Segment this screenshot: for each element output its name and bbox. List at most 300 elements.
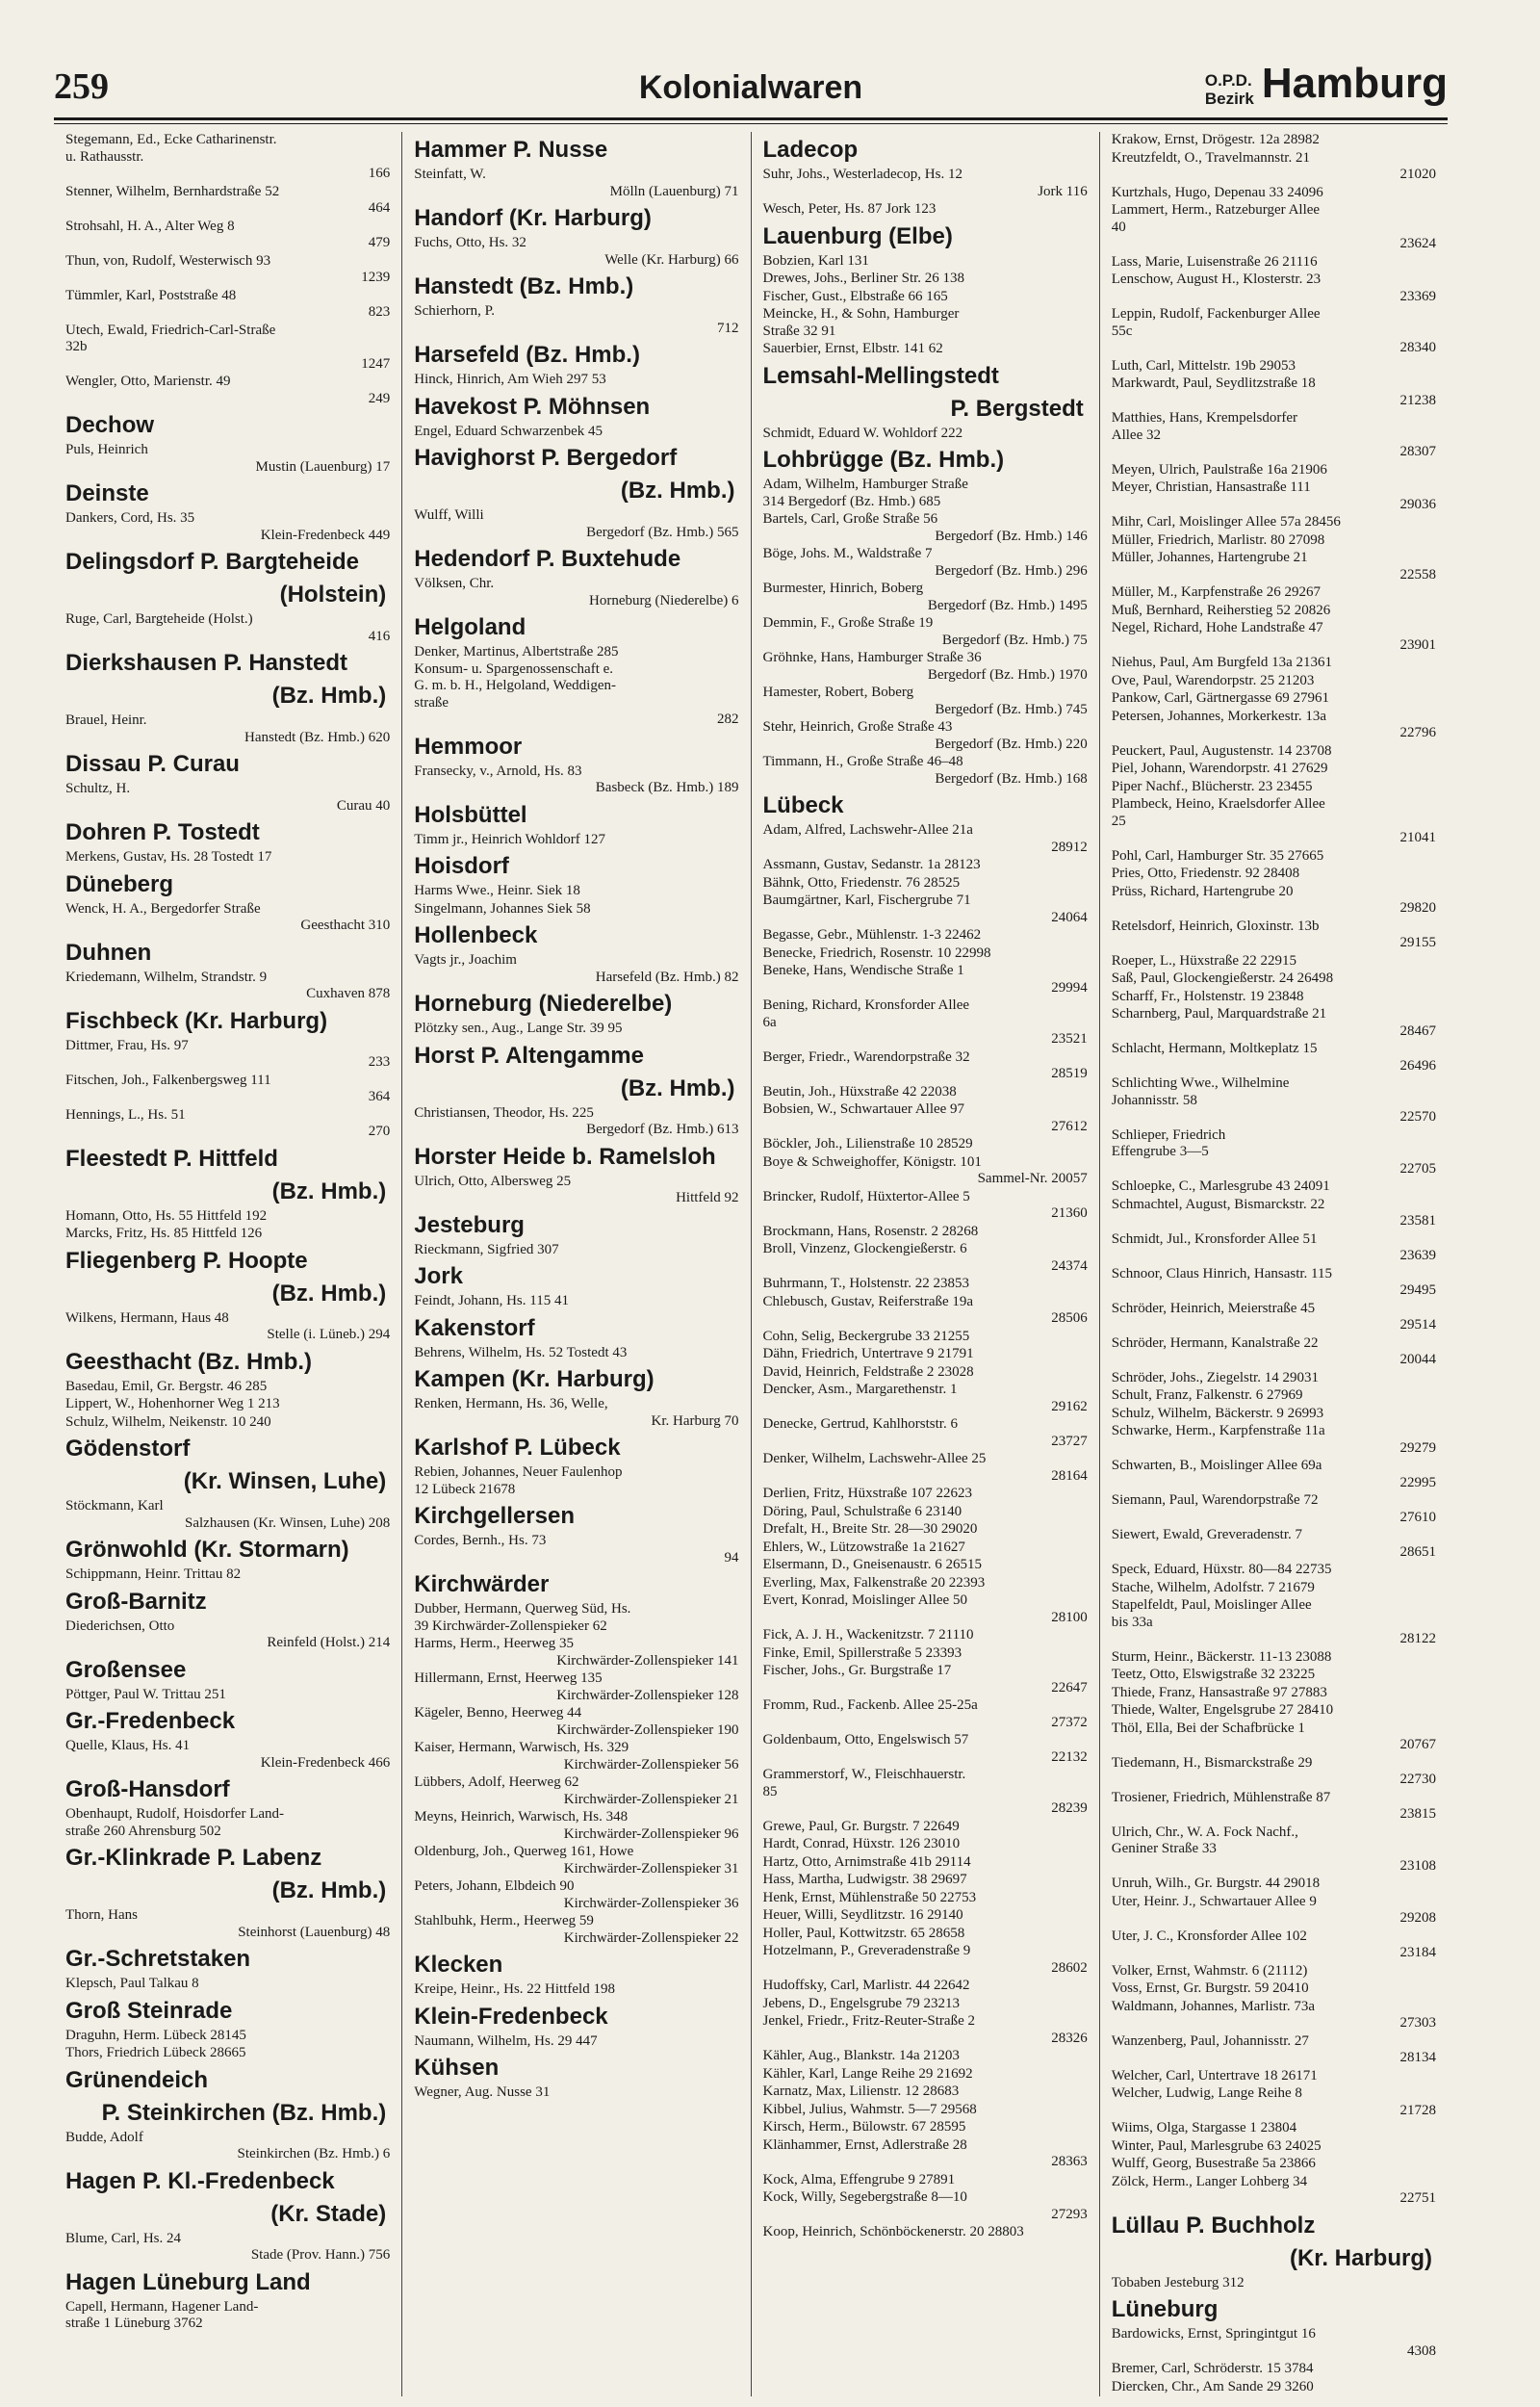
listing-line: Piper Nachf., Blücherstr. 23 23455	[1111, 778, 1313, 794]
listing-number: Horneburg (Niederelbe) 6	[589, 592, 739, 608]
listing-line: Obenhaupt, Rudolf, Hoisdorfer Land-	[65, 1806, 285, 1822]
listing-number: 479	[368, 235, 391, 250]
listing-line: Broll, Vinzenz, Glockengießerstr. 6	[762, 1241, 967, 1256]
listing-entry	[763, 875, 1088, 893]
listing-number: 22796	[1399, 725, 1436, 740]
listing-line: u. Rathausstr.	[65, 148, 144, 165]
listing-entry	[763, 997, 1088, 1048]
listing-entry	[1112, 1370, 1436, 1387]
listing-number: Bergedorf (Bz. Hmb.) 75	[941, 632, 1088, 648]
listing-number: 94	[724, 1549, 739, 1566]
listing-entry	[1112, 185, 1436, 202]
listing-entry	[1112, 1580, 1436, 1597]
listing-entry	[65, 1738, 390, 1772]
listing-line: Muß, Bernhard, Reiherstieg 52 20826	[1111, 602, 1331, 618]
listing-line: Cordes, Bernh., Hs. 73	[414, 1533, 547, 1548]
listing-number: 20044	[1399, 1352, 1436, 1367]
listing-number: 21041	[1399, 830, 1436, 845]
listing-line: Welcher, Carl, Untertrave 18 26171	[1111, 2067, 1318, 2083]
listing-number: 22751	[1399, 2190, 1436, 2206]
listing-number: Klein-Fredenbeck 466	[260, 1754, 391, 1771]
listing-entry	[763, 1926, 1088, 1943]
listing-line: Schnoor, Claus Hinrich, Hansastr. 115	[1111, 1265, 1332, 1281]
listing-entry	[763, 1504, 1088, 1521]
listing-entry	[763, 511, 1088, 545]
listing-line: Meyns, Heinrich, Warwisch, Hs. 348	[414, 1809, 629, 1825]
listing-line: Wulff, Georg, Busestraße 5a 23866	[1111, 2156, 1316, 2171]
listing-entry	[763, 1136, 1088, 1153]
listing-line: David, Heinrich, Feldstraße 2 23028	[762, 1363, 974, 1380]
listing-line: Teetz, Otto, Elswigstraße 32 23225	[1111, 1667, 1316, 1682]
listing-line: Schlacht, Hermann, Moltkeplatz 15	[1111, 1041, 1318, 1056]
listing-entry	[1112, 866, 1436, 883]
place-heading: Lübeck	[762, 792, 844, 818]
listing-entry	[763, 1575, 1088, 1592]
listing-line: Dankers, Cord, Hs. 35	[65, 510, 195, 526]
listing-entry	[1112, 2033, 1436, 2067]
place-heading: Hemmoor	[414, 733, 523, 760]
listing-entry	[763, 927, 1088, 945]
place-subheading: P. Bergstedt	[950, 395, 1084, 422]
listing-number: Kirchwärder-Zollenspieker 22	[563, 1929, 739, 1946]
listing-entry	[414, 1601, 738, 1635]
place-heading: Horster Heide b. Ramelsloh	[414, 1143, 716, 1170]
listing-entry	[414, 576, 738, 609]
listing-line: bis 33a	[1111, 1614, 1153, 1630]
listing-entry	[1112, 1755, 1436, 1789]
listing-entry	[414, 1740, 738, 1773]
listing-line: Schlichting Wwe., Wilhelmine	[1111, 1075, 1290, 1091]
listing-line: Petersen, Johannes, Morkerkestr. 13a	[1111, 708, 1327, 724]
listing-line: Boye & Schweighoffer, Königstr. 101	[762, 1153, 982, 1170]
listing-line: Peuckert, Paul, Augustenstr. 14 23708	[1111, 742, 1332, 759]
listing-line: Thöl, Ella, Bei der Schafbrücke 1	[1111, 1720, 1305, 1736]
place-heading: Düneberg	[65, 870, 174, 897]
listing-line: Luth, Carl, Mittelstr. 19b 29053	[1111, 357, 1296, 374]
listing-line: Kibbel, Julius, Wahmstr. 5—7 29568	[762, 2101, 977, 2117]
place-heading: Hammer P. Nusse	[414, 137, 608, 163]
listing-line: Basedau, Emil, Gr. Bergstr. 46 285	[65, 1378, 268, 1394]
listing-entry	[65, 849, 390, 867]
place-heading: Kühsen	[414, 2055, 500, 2081]
listing-line: Hass, Martha, Ludwigstr. 38 29697	[762, 1872, 967, 1887]
listing-line: Plötzky sen., Aug., Lange Str. 39 95	[414, 1021, 623, 1036]
listing-line: Timm jr., Heinrich Wohldorf 127	[414, 831, 606, 847]
listing-entry	[763, 1101, 1088, 1135]
listing-line: Welcher, Ludwig, Lange Reihe 8	[1111, 2085, 1302, 2101]
listing-line: Brauel, Heinr.	[65, 712, 147, 728]
listing-number: 29036	[1399, 496, 1436, 512]
listing-number: Klein-Fredenbeck 449	[260, 527, 391, 543]
listing-line: Tiedemann, H., Bismarckstraße 29	[1111, 1754, 1313, 1771]
listing-entry	[763, 1189, 1088, 1223]
place-heading: Havekost P. Möhnsen	[414, 393, 651, 420]
listing-number: 29155	[1399, 935, 1436, 950]
listing-entry	[65, 2045, 390, 2062]
listing-entry	[65, 1907, 390, 1941]
listing-line: Krakow, Ernst, Drögestr. 12a 28982	[1111, 132, 1320, 147]
listing-entry	[1112, 1406, 1436, 1423]
listing-entry	[763, 1346, 1088, 1363]
listing-line: Sauerbier, Ernst, Elbstr. 141 62	[762, 341, 943, 356]
listing-entry	[1112, 2156, 1436, 2173]
listing-number: 27612	[1051, 1118, 1088, 1134]
listing-entry	[1112, 2138, 1436, 2156]
listing-entry	[65, 1107, 390, 1141]
listing-number: 23521	[1051, 1031, 1088, 1047]
listing-number: 27610	[1399, 1509, 1436, 1525]
place-heading: Lauenburg (Elbe)	[762, 222, 953, 249]
listing-line: Grammerstorf, W., Fleischhauerstr.	[762, 1767, 966, 1782]
listing-entry	[1112, 1894, 1436, 1928]
listing-line: Beutin, Joh., Hüxstraße 42 22038	[762, 1083, 957, 1100]
listing-entry	[1112, 2174, 1436, 2208]
listing-entry	[1112, 1685, 1436, 1702]
listing-line: Pohl, Carl, Hamburger Str. 35 27665	[1111, 847, 1324, 864]
place-heading: Hanstedt (Bz. Hmb.)	[414, 273, 634, 299]
place-heading: Duhnen	[65, 939, 152, 966]
listing-number: Stelle (i. Lüneb.) 294	[267, 1327, 391, 1342]
listing-line: Geniner Straße 33	[1111, 1841, 1217, 1856]
listing-number: Hanstedt (Bz. Hmb.) 620	[244, 729, 391, 745]
listing-entry	[763, 1364, 1088, 1382]
listing-number: 22730	[1399, 1772, 1436, 1787]
listing-line: Finke, Emil, Spillerstraße 5 23393	[762, 1644, 962, 1661]
listing-line: Demmin, F., Große Straße 19	[762, 615, 934, 631]
directory-column	[402, 132, 751, 2396]
listing-entry	[1112, 1423, 1436, 1457]
listing-entry	[763, 1663, 1088, 1696]
listing-entry	[1112, 1928, 1436, 1962]
place-heading: Dechow	[65, 412, 155, 438]
listing-number: Kirchwärder-Zollenspieker 56	[563, 1756, 739, 1773]
listing-number: 24374	[1051, 1257, 1088, 1274]
listing-line: Kähler, Karl, Lange Reihe 29 21692	[762, 2065, 973, 2082]
listing-entry	[763, 1627, 1088, 1644]
place-heading: Lohbrügge (Bz. Hmb.)	[762, 447, 1005, 473]
listing-line: Zölck, Herm., Langer Lohberg 34	[1111, 2173, 1308, 2189]
listing-entry	[1112, 690, 1436, 708]
listing-line: Oldenburg, Joh., Querweg 161, Howe	[414, 1844, 634, 1859]
listing-entry	[1112, 884, 1436, 918]
listing-line: Capell, Hermann, Hagener Land-	[65, 2298, 259, 2315]
listing-line: Wegner, Aug. Nusse 31	[414, 2084, 551, 2100]
listing-entry	[65, 1618, 390, 1652]
listing-number: Bergedorf (Bz. Hmb.) 146	[935, 528, 1088, 544]
listing-line: Piel, Johann, Warendorpstr. 41 27629	[1111, 761, 1328, 776]
listing-line: Waldmann, Johannes, Marlistr. 73a	[1111, 1998, 1316, 2014]
place-heading: Groß Steinrade	[65, 1997, 233, 2024]
listing-line: Fischer, Johs., Gr. Burgstraße 17	[762, 1663, 952, 1678]
listing-number: Sammel-Nr. 20057	[977, 1171, 1088, 1186]
listing-entry	[414, 1844, 738, 1877]
listing-entry	[763, 857, 1088, 874]
listing-number: 28602	[1051, 1959, 1088, 1976]
listing-number: Basbeck (Bz. Hmb.) 189	[595, 780, 739, 795]
listing-line: Hardt, Conrad, Hüxstr. 126 23010	[762, 1836, 961, 1851]
listing-line: Berger, Friedr., Warendorpstraße 32	[762, 1048, 970, 1065]
listing-line: Budde, Adolf	[65, 2129, 143, 2145]
listing-number: Kirchwärder-Zollenspieker 128	[556, 1687, 739, 1703]
listing-line: Niehus, Paul, Am Burgfeld 13a 21361	[1111, 655, 1333, 670]
listing-line: Ulrich, Chr., W. A. Fock Nachf.,	[1111, 1824, 1298, 1840]
listing-entry	[763, 1697, 1088, 1731]
listing-line: Draguhn, Herm. Lübeck 28145	[65, 2027, 246, 2043]
listing-line: Harms, Herm., Heerweg 35	[414, 1636, 575, 1651]
listing-number: Bergedorf (Bz. Hmb.) 168	[935, 770, 1088, 787]
listing-line: Merkens, Gustav, Hs. 28 Tostedt 17	[65, 849, 272, 865]
listing-number: 22132	[1051, 1748, 1088, 1765]
listing-entry	[1112, 1597, 1436, 1648]
place-heading: Horst P. Altengamme	[414, 1042, 644, 1069]
listing-number: 29279	[1399, 1439, 1436, 1456]
listing-number: Reinfeld (Holst.) 214	[267, 1635, 391, 1650]
listing-line: Roeper, L., Hüxstraße 22 22915	[1111, 952, 1297, 969]
listing-line: Stenner, Wilhelm, Bernhardstraße 52	[65, 183, 280, 199]
listing-entry	[414, 1345, 738, 1362]
listing-entry	[65, 2231, 390, 2265]
place-heading: Hollenbeck	[414, 922, 538, 948]
listing-entry	[763, 1872, 1088, 1889]
listing-entry	[763, 1557, 1088, 1574]
listing-line: Wiims, Olga, Stargasse 1 23804	[1111, 2120, 1297, 2135]
listing-line: Christiansen, Theodor, Hs. 225	[414, 1104, 594, 1121]
listing-number: 26496	[1399, 1057, 1436, 1074]
listing-line: Diercken, Chr., Am Sande 29 3260	[1111, 2378, 1314, 2394]
listing-line: Schmidt, Eduard W. Wohldorf 222	[762, 425, 963, 441]
listing-entry	[65, 184, 390, 218]
listing-entry	[65, 1806, 390, 1840]
listing-entry	[1112, 1458, 1436, 1491]
listing-entry	[65, 2130, 390, 2163]
place-subheading: (Kr. Harburg)	[1289, 2244, 1432, 2271]
listing-line: Siemann, Paul, Warendorpstraße 72	[1111, 1492, 1319, 1508]
listing-entry	[1112, 584, 1436, 602]
listing-line: Kreutzfeldt, O., Travelmannstr. 21	[1111, 149, 1310, 166]
listing-entry	[414, 507, 738, 541]
place-heading: Ladecop	[762, 137, 859, 163]
listing-line: Marcks, Fritz, Hs. 85 Hittfeld 126	[65, 1226, 263, 1241]
listing-entry	[65, 2028, 390, 2045]
listing-number: 22570	[1399, 1109, 1436, 1125]
listing-line: Peters, Johann, Elbdeich 90	[414, 1878, 575, 1894]
listing-number: Geesthacht 310	[300, 918, 391, 933]
listing-line: Saß, Paul, Glockengießerstr. 24 26498	[1111, 971, 1334, 986]
listing-line: Meyen, Ulrich, Paulstraße 16a 21906	[1111, 461, 1327, 478]
listing-line: Lammert, Herm., Ratzeburger Allee	[1111, 202, 1321, 218]
listing-entry	[1112, 375, 1436, 409]
listing-entry	[1112, 2085, 1436, 2119]
listing-line: Speck, Eduard, Hüxstr. 80—84 22735	[1111, 1562, 1332, 1577]
place-heading: Lüllau P. Buchholz	[1111, 2212, 1316, 2239]
listing-number: 249	[368, 390, 391, 406]
listing-entry	[414, 424, 738, 441]
listing-entry	[65, 1226, 390, 1243]
listing-line: Schwarke, Herm., Karpfenstraße 11a	[1111, 1423, 1325, 1438]
listing-entry	[763, 477, 1088, 510]
listing-line: Kähler, Aug., Blankstr. 14a 21203	[762, 2048, 960, 2063]
listing-entry	[414, 1396, 738, 1430]
listing-line: Bremer, Carl, Schröderstr. 15 3784	[1111, 2361, 1314, 2376]
listing-number: Bergedorf (Bz. Hmb.) 296	[935, 562, 1088, 579]
place-subheading: (Bz. Hmb.)	[271, 1280, 387, 1307]
listing-entry	[1112, 919, 1436, 952]
listing-number: Welle (Kr. Harburg) 66	[604, 251, 739, 268]
listing-number: 29820	[1399, 900, 1436, 916]
listing-number: 28239	[1051, 1800, 1088, 1816]
listing-line: Suhr, Johs., Westerladecop, Hs. 12	[762, 167, 962, 182]
place-heading: Kakenstorf	[414, 1314, 535, 1341]
listing-line: Voss, Ernst, Gr. Burgstr. 59 20410	[1111, 1980, 1309, 1996]
listing-line: Timmann, H., Große Straße 46–48	[762, 754, 963, 769]
directory-column	[752, 132, 1100, 2396]
listing-line: Drefalt, H., Breite Str. 28—30 29020	[762, 1521, 978, 1537]
listing-number: 270	[368, 1124, 391, 1139]
listing-line: Pankow, Carl, Gärtnergasse 69 27961	[1111, 690, 1329, 706]
listing-line: Dittmer, Frau, Hs. 97	[65, 1037, 189, 1053]
listing-number: Bergedorf (Bz. Hmb.) 565	[586, 524, 739, 540]
listing-number: 22705	[1399, 1160, 1436, 1177]
listing-entry	[1112, 1006, 1436, 1040]
listing-entry	[763, 2083, 1088, 2101]
place-heading: Kampen (Kr. Harburg)	[414, 1366, 654, 1392]
listing-line: Böckler, Joh., Lilienstraße 10 28529	[762, 1136, 973, 1152]
listing-entry	[414, 1636, 738, 1669]
listing-entry	[414, 883, 738, 900]
place-heading: Horneburg (Niederelbe)	[414, 991, 673, 1017]
listing-line: Kägeler, Benno, Heerweg 44	[414, 1705, 582, 1721]
listing-line: Thiede, Walter, Engelsgrube 27 28410	[1111, 1702, 1334, 1718]
place-heading: Groß-Hansdorf	[65, 1776, 230, 1802]
listing-number: Kirchwärder-Zollenspieker 31	[563, 1860, 739, 1876]
listing-entry	[1112, 953, 1436, 971]
listing-entry	[1112, 1721, 1436, 1754]
listing-number: 282	[717, 712, 739, 727]
listing-entry	[1112, 1301, 1436, 1334]
listing-number: 416	[368, 628, 391, 644]
listing-entry	[763, 2119, 1088, 2136]
listing-line: Müller, Johannes, Hartengrube 21	[1111, 550, 1308, 565]
listing-number: 27372	[1051, 1714, 1088, 1730]
listing-line: Schröder, Heinrich, Meierstraße 45	[1111, 1300, 1316, 1316]
place-subheading: (Bz. Hmb.)	[271, 1877, 387, 1903]
listing-line: Dähn, Friedrich, Untertrave 9 21791	[762, 1346, 974, 1361]
listing-entry	[414, 1174, 738, 1207]
listing-number: 21020	[1399, 167, 1436, 182]
listing-number: Curau 40	[336, 797, 391, 814]
listing-line: Effengrube 3—5	[1111, 1144, 1209, 1159]
listing-line: Jenkel, Friedr., Fritz-Reuter-Straße 2	[762, 2013, 975, 2029]
listing-number: 29495	[1399, 1282, 1436, 1298]
listing-number: Cuxhaven 878	[306, 986, 391, 1001]
listing-number: 28340	[1399, 340, 1436, 355]
listing-line: Kock, Alma, Effengrube 9 27891	[762, 2171, 956, 2187]
listing-entry	[763, 893, 1088, 926]
listing-entry	[763, 1592, 1088, 1626]
listing-line: Denker, Martinus, Albertstraße 285	[414, 644, 619, 660]
listing-line: Brockmann, Hans, Rosenstr. 2 28268	[762, 1223, 979, 1239]
listing-entry	[763, 546, 1088, 580]
listing-entry	[65, 712, 390, 746]
listing-entry	[763, 754, 1088, 788]
listing-line: Hotzelmann, P., Greveradenstraße 9	[762, 1943, 971, 1958]
place-heading: Groß-Barnitz	[65, 1588, 207, 1615]
listing-line: Holler, Paul, Kottwitzstr. 65 28658	[762, 1925, 965, 1941]
listing-entry	[65, 1379, 390, 1396]
listing-line: Rieckmann, Sigfried 307	[414, 1241, 559, 1257]
listing-line: Goldenbaum, Otto, Engelswisch 57	[762, 1732, 969, 1747]
place-heading: Harsefeld (Bz. Hmb.)	[414, 342, 640, 368]
listing-number: 20767	[1399, 1737, 1436, 1752]
listing-line: Unruh, Wilh., Gr. Burgstr. 44 29018	[1111, 1876, 1321, 1891]
listing-number: 29162	[1051, 1398, 1088, 1414]
listing-entry	[1112, 779, 1436, 796]
listing-entry	[1112, 254, 1436, 272]
listing-line: Kaiser, Hermann, Warwisch, Hs. 329	[414, 1740, 629, 1755]
listing-entry	[763, 963, 1088, 996]
listing-line: Bardowicks, Ernst, Springintgut 16	[1111, 2326, 1316, 2342]
listing-number: Bergedorf (Bz. Hmb.) 613	[586, 1122, 739, 1137]
listing-line: Meincke, H., & Sohn, Hamburger	[762, 306, 960, 322]
listing-line: Denecke, Gertrud, Kahlhorststr. 6	[762, 1416, 958, 1432]
listing-entry	[65, 219, 390, 252]
listing-number: Steinkirchen (Bz. Hmb.) 6	[237, 2146, 391, 2161]
listing-entry	[763, 1836, 1088, 1853]
listing-number: Bergedorf (Bz. Hmb.) 1495	[927, 597, 1088, 613]
opd-label	[1205, 71, 1254, 108]
listing-line: Konsum- u. Spargenossenschaft e.	[414, 660, 614, 677]
listing-line: Volker, Ernst, Wahmstr. 6 (21112)	[1111, 1962, 1308, 1979]
listing-line: Grewe, Paul, Gr. Burgstr. 7 22649	[762, 1818, 960, 1834]
place-heading: Fischbeck (Kr. Harburg)	[65, 1007, 328, 1034]
listing-entry	[763, 1890, 1088, 1907]
listing-entry	[763, 1329, 1088, 1346]
listing-line: Vagts jr., Joachim	[414, 952, 517, 968]
listing-entry	[414, 644, 738, 729]
listing-entry	[65, 288, 390, 322]
listing-line: 85	[762, 1783, 778, 1799]
listing-entry	[1112, 2120, 1436, 2137]
listing-line: Hudoffsky, Carl, Marlistr. 44 22642	[762, 1978, 970, 1993]
listing-entry	[1112, 848, 1436, 866]
listing-entry	[65, 510, 390, 544]
listing-number: 22647	[1051, 1679, 1088, 1695]
listing-entry	[763, 1540, 1088, 1557]
listing-entry	[763, 685, 1088, 718]
listing-entry	[1112, 2361, 1436, 2378]
listing-entry	[65, 781, 390, 815]
listing-line: Ehlers, W., Lützowstraße 1a 21627	[762, 1539, 965, 1555]
listing-entry	[1112, 2275, 1436, 2292]
listing-line: Brincker, Rudolf, Hüxtertor-Allee 5	[762, 1188, 970, 1204]
listing-entry	[1112, 1231, 1436, 1265]
listing-line: Karnatz, Max, Lilienstr. 12 28683	[762, 2083, 960, 2099]
listing-line: 39 Kirchwärder-Zollenspieker 62	[414, 1618, 607, 1634]
place-heading: Gr.-Fredenbeck	[65, 1708, 236, 1734]
listing-line: Schultz, H.	[65, 781, 131, 796]
listing-entry	[1112, 2379, 1436, 2396]
listing-line: Strohsahl, H. A., Alter Weg 8	[65, 218, 235, 234]
place-subheading: (Bz. Hmb.)	[620, 478, 735, 504]
listing-line: Stehr, Heinrich, Große Straße 43	[762, 719, 953, 735]
place-heading: Hagen P. Kl.-Fredenbeck	[65, 2167, 335, 2194]
listing-entry	[763, 426, 1088, 443]
place-subheading: (Holstein)	[279, 582, 387, 608]
place-subheading: (Bz. Hmb.)	[271, 683, 387, 709]
listing-entry	[414, 1105, 738, 1139]
listing-entry	[414, 1464, 738, 1498]
listing-entry	[1112, 479, 1436, 513]
